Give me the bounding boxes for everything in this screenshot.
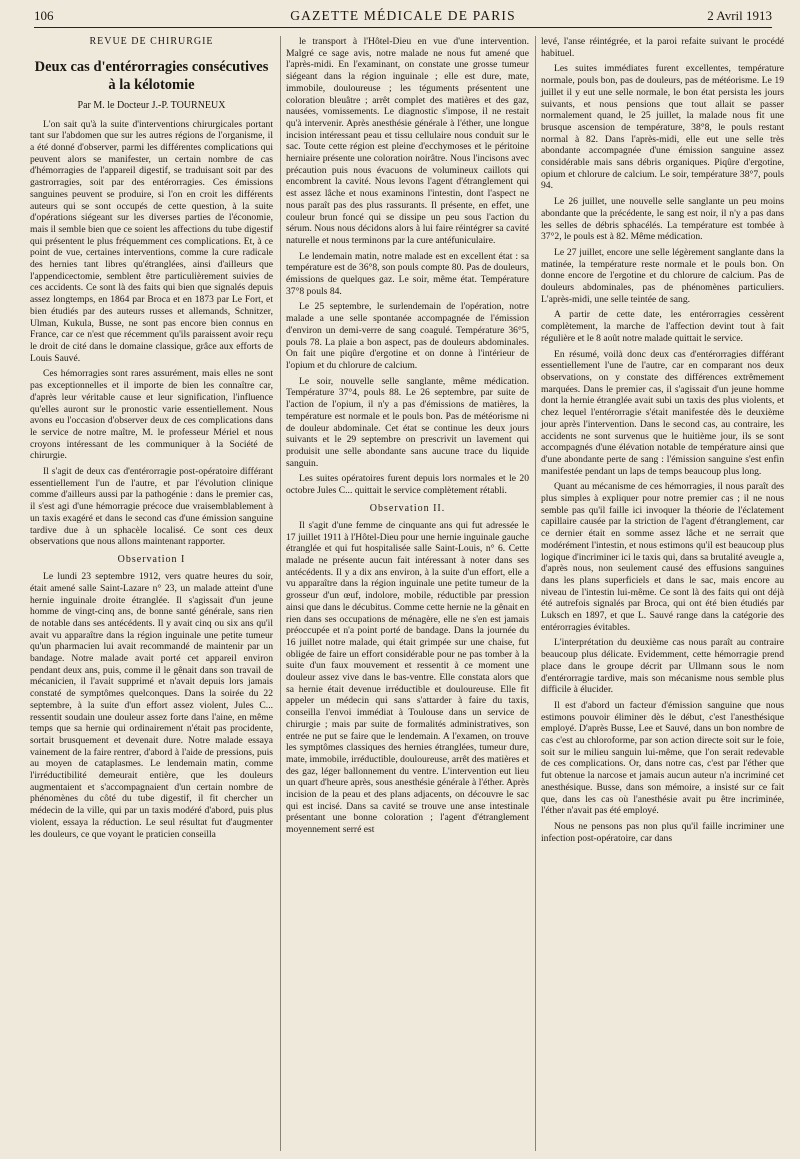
paragraph: Il s'agit d'une femme de cinquante ans qui fut adressée le 17 juillet 1911 à l'Hôtel-Dieu pour une hernie inguinale gauche étranglée et qui fut hospitalisée salle Saint-Louis, n° 6. Cette malade ne présente aucun fait intéressant à noter dans ses antécédents. Il y a dix ans environ, à la suite d'un effort, elle a vu apparaître dans la région inguinale une petite tumeur de la grosseur d'un œuf, indolore, mobile, réductible par pression ainsi que dans le décubitus. Comme cette hernie ne la gênait en rien dans ses occupations de ménagère, elle ne s'en est jamais préoccupée et n'a point porté de bandage. Dans la journée du 16 juillet notre malade, qui était grimpée sur une chaise, fut obligée de faire un effort considérable pour ne pas tomber à la suite d'un faux mouvement et ressentit à ce moment une douleur assez vive dans le bas-ventre. Elle constata alors que sa hernie était devenue irréductible et douloureuse. Elle fit appeler un médecin qui sans s'attarder à faire du taxis, conseilla l'envoi immédiat à Toulouse dans un service de chirurgie ; mais par suite de formalités administratives, son entrée ne put se faire que le lendemain. A l'examen, on trouve les symptômes classiques des hernies étranglées, tumeur dure, mate, immobile, irréductible, douloureuse, arrêt des matières et des gaz, léger ballonnement du ventre. L'intervention eut lieu un quart d'heure après, sous anesthésie générale à l'éther. Après incision de la peau et des plans adjacents, on découvre le sac qui est incisé. Dans sa cavité se trouve une anse intestinale présentant une bonne coloration ; l'agent d'étranglement moyennement serré est (286, 519, 529, 836)
page-number: 106 (34, 8, 54, 23)
observation-heading: Observation I (117, 553, 186, 565)
journal-title: GAZETTE MÉDICALE DE PARIS (290, 8, 516, 23)
paragraph: L'on sait qu'à la suite d'interventions chirurgicales portant tant sur l'abdomen que sur les autres régions de l'organisme, il a été donné d'observer, parmi les différentes complications qui peuvent alors se manifester, un certain nombre de cas d'hémorragies de l'appareil digestif, se traduisant soit par des gastrorragies, soit par des entérorragies. Ces émissions sanguines peuvent se produire, si l'on en croit les différents auteurs qui se sont occupés de cette question, à la suite d'opérations siégeant sur les diverses parties de l'économie, mais il semble bien que ce soient les affections du tube digestif qui présentent le plus fréquemment ces complications. Et, à ce point de vue, certaines interventions, comme la cure radicale des hernies tant libres qu'étranglées, ainsi d'ailleurs que l'appendicectomie, semblent être particulièrement suivies de ces accidents. Ce sont là des faits qui bien que signalés depuis assez longtemps, en 1864 par Broca et en 1873 par Le Fort, et bien étudiés par des auteurs russes et allemands, Schnitzer, Ulman, Kukula, Busse, ne sont pas encore bien connus en France, car ce n'est que récemment qu'ils paraissent avoir reçu le droit de cité dans le domaine classique, grâce aux efforts de Louis Sauvé. (30, 118, 273, 364)
paragraph: le transport à l'Hôtel-Dieu en vue d'une intervention. Malgré ce sage avis, notre malade ne nous fut amené que l'après-midi. En l'examinant, on constate une grosse tumeur siégeant dans la région inguinale ; elle est dure, mate, immobile, douloureuse ; les téguments présentent une coloration bleuâtre ; arrêt complet des matières et des gaz, nausées, vomissements. Le diagnostic s'impose, il ne restait qu'à intervenir. Après anesthésie générale à l'éther, une longue incision intéressant peau et tissu cellulaire nous conduit sur le sac. Toute cette région est pleine d'ecchymoses et le péritoine herniaire présente une coloration noirâtre. Nous l'incisons avec précaution puis nous évacuons de volumineux caillots qui encombrent la cavité. Nous levons l'agent d'étranglement qui est assez lâche et nous examinons l'intestin, dont l'aspect ne nous paraît pas des plus rassurants. Il présente, en effet, une couleur brun foncé qui se dissipe un peu sous l'action du sérum. Nous nous décidons alors à lui faire réintégrer sa cavité naturelle et nous terminons par la cure antéfuniculaire. (286, 36, 529, 246)
paragraph: Le 25 septembre, le surlendemain de l'opération, notre malade a une selle spontanée accompagnée de l'émission d'environ un demi-verre de sang coagulé. Température 36°5, pouls 78. La plaie a bon aspect, pas de douleurs abdominales. On fait une piqûre d'ergotine et on donne à l'intérieur de l'opium et du chlorure de calcium. (286, 301, 529, 371)
paragraph: Le soir, nouvelle selle sanglante, même médication. Température 37°4, pouls 88. Le 26 septembre, par suite de l'action de l'opium, il n'y a pas d'émissions de matières, la température est normale et le pouls bon. Pas de météorisme ni de douleur abdominale. Cet état se continue les deux jours suivants et le 29 septembre on prescrivit un lavement qui produisit une selle abondante sans aucune trace du liquide sanguin. (286, 375, 529, 469)
paragraph: A partir de cette date, les entérorragies cessèrent complètement, la marche de l'affection devint tout à fait régulière et le 8 août notre malade quittait le service. (541, 309, 784, 344)
column-2 (286, 36, 529, 840)
page-header (34, 7, 772, 28)
article-title: Deux cas d'entérorragies consécutives à la kélotomie (34, 59, 269, 94)
paragraph: Il est d'abord un facteur d'émission sanguine que nous estimons pouvoir éliminer dès le début, c'est l'anesthésique employé. D'après Busse, Lee et Sauvé, dans un bon nombre de cas c'est au chloroforme, par son action directe soit sur le foie, soit sur le milieu sanguin lui-même, que l'on serait redevable de ces complications. Or, dans notre cas, c'est par l'éther que fut obtenue la narcose et jamais aucun auteur n'a incriminé cet anesthésique. Busse, dans son mémoire, a insisté sur ce fait que, dans les cas où l'anesthésie avait pu être incriminée, l'éther n'avait pas été employé. (541, 699, 784, 817)
issue-date: 2 Avril 1913 (707, 8, 772, 23)
paragraph: L'interprétation du deuxième cas nous paraît au contraire beaucoup plus délicate. Evidemment, cette hémorragie prend place dans le groupe décrit par Ullmann sous le nom d'entérorragie tardive, mais son mécanisme nous semble plus difficile à élucider. (541, 637, 784, 696)
section-heading: REVUE DE CHIRURGIE (89, 36, 214, 47)
paragraph: levé, l'anse réintégrée, et la paroi refaite suivant le procédé habituel. (541, 36, 784, 59)
column-divider (535, 36, 536, 1151)
observation-heading: Observation II. (369, 502, 446, 514)
column-3 (541, 36, 784, 848)
column-1 (30, 36, 273, 844)
paragraph: En résumé, voilà donc deux cas d'entérorragies différant essentiellement l'une de l'autre, car en comparant nos deux observations, on y constate des différences extrêmement marquées. Dans le premier cas, il s'agissait d'un jeune homme dont la hernie étranglée avait subi un taxis des plus violents, et chez lequel l'entérorragie s'était manifestée dès le deuxième jour après l'intervention. Dans le second cas, au contraire, les accidents ne sont survenus que le huitième jour, ils se sont accompagnés d'une élévation notable de température ainsi que d'une abondante perte de sang : l'émission sanguine s'est enfin manifestée pendant un laps de temps beaucoup plus long. (541, 348, 784, 477)
paragraph: Les suites opératoires furent depuis lors normales et le 20 octobre Jules C... quittait le service complètement rétabli. (286, 473, 529, 497)
paragraph: Quant au mécanisme de ces hémorragies, il nous paraît des plus simples à expliquer pour notre premier cas ; il ne nous semble pas qu'il faille ici invoquer la théorie de l'éclatement capillaire causée par la striction de l'agent d'étranglement, car ce dernier était en somme assez lâche et ne serrait que modérément l'intestin, et nous estimons qu'il est beaucoup plus logique d'incriminer ici le taxis qui, dans sa brutalité aveugle a, d'après nous, non seulement causé des effusions sanguines dans les plans superficiels et dans le sac, mais encore au niveau de l'intestin lui-même. Ce sont là des faits qui ont déjà été autrefois signalés par Broca, qui ont été bien étudiés par Luksch en 1897, et que L. Sauvé range dans la catégorie des entérorragies évitables. (541, 481, 784, 633)
paragraph: Le lundi 23 septembre 1912, vers quatre heures du soir, était amené salle Saint-Lazare n° 23, un malade atteint d'une hernie inguinale droite étranglée. Il s'agissait d'un jeune homme de vingt-cinq ans, de bonne santé générale, sans rien de notable dans ses antécédents. Il y avait cinq ou six ans qu'il avait vu apparaître dans la région inguinale une petite tumeur qu'un pharmacien lui avait recommandé de maintenir par un bandage. Notre malade avait porté cet appareil environ pendant deux ans, puis, comme il le gênait dans son travail de mécanicien, il l'avait supprimé et n'avait depuis lors jamais constaté de symptômes quelconques. Dans la soirée du 22 septembre, à la suite d'un effort assez violent, Jules C... ressentit soudain une douleur assez forte dans l'aine, en même temps que sa hernie qui ordinairement n'était pas procidente, sortait brusquement et devenait dure. Notre malade essaya vainement de la faire rentrer, d'abord à l'aide de pressions, puis au moyen de cataplasmes. Le lendemain matin, comme l'irréductibilité demeurait entière, que les douleurs augmentaient et s'accompagnaient d'un certain nombre de phénomènes du côté du tube digestif, il fit chercher un médecin de la ville, qui par un taxis modéré d'abord, puis plus violent, essaya la réduction. Le seul résultat fut d'augmenter les douleurs, ce que voyant le praticien conseilla (30, 571, 273, 840)
paragraph: Il s'agit de deux cas d'entérorragie post-opératoire différant essentiellement l'un de l'autre, et par l'évolution clinique comme d'ailleurs aussi par la pathogénie : dans le premier cas, il s'est agi d'une hémorragie précoce due vraisemblablement à un taxis exagéré et dans le second cas d'une émission sanguine tardive due à un sphacèle localisé. Ce sont ces deux observations que nous allons maintenant rapporter. (30, 466, 273, 548)
paragraph: Le 26 juillet, une nouvelle selle sanglante un peu moins abondante que la précédente, le sang est noir, il n'y a pas dans les selles de débris sphacélés. La température est tombée à 37°2, le pouls est à 82. Même médication. (541, 196, 784, 243)
paragraph: Nous ne pensons pas non plus qu'il faille incriminer une infection post-opératoire, car dans (541, 821, 784, 844)
paragraph: Le 27 juillet, encore une selle légèrement sanglante dans la matinée, la température reste normale et le pouls bon. On donne encore de l'ergotine et du chlorure de calcium. Pas de douleurs abdominales, pas de phénomènes particuliers. L'après-midi, une selle teintée de sang. (541, 246, 784, 305)
article-byline: Par M. le Docteur J.-P. TOURNEUX (77, 100, 226, 112)
paragraph: Ces hémorragies sont rares assurément, mais elles ne sont pas exceptionnelles et il importe de bien les connaître car, d'après leur véritable cause et leur signification, l'influence qu'elles auront sur le pronostic varie essentiellement. Nous avons eu l'occasion d'observer deux de ces complications dans le service de notre maître, M. le professeur Mériel et nous croyons intéressant de les communiquer à la Société de chirurgie. (30, 368, 273, 462)
column-divider (280, 36, 281, 1151)
paragraph: Les suites immédiates furent excellentes, température normale, pouls bon, pas de douleurs, pas de météorisme. Le 19 juillet il y eut une selle normale, le bon état persista les jours suivants, et nous pensions que tout allait se passer normalement quand, le 25 juillet, la malade nous fit une brusque ascension de température, 38°8, le pouls restant normal à 82. Dans l'après-midi, elle eut une selle très abondante accompagnée d'une émission sanguine assez considérable mais sans débris organiques. Piqûre d'ergotine, opium et chlorure de calcium. Le soir, température 38°7, pouls 94. (541, 63, 784, 192)
paragraph: Le lendemain matin, notre malade est en excellent état : sa température est de 36°8, son pouls compte 80. Pas de douleurs, émissions de quelques gaz. Le soir, même état. Température 37°8 pouls 84. (286, 250, 529, 297)
